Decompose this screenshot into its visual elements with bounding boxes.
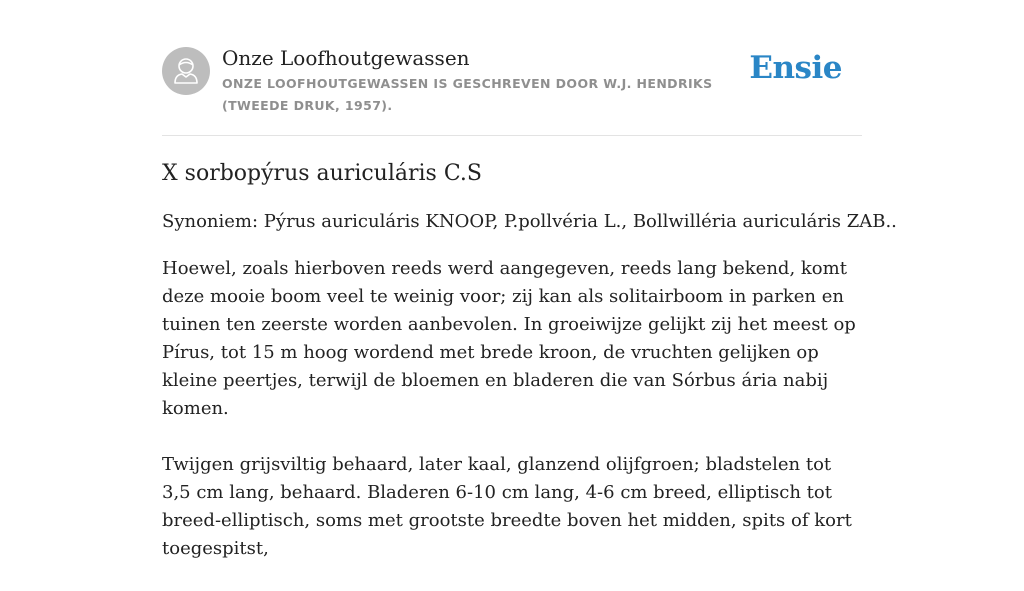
- ensie-logo[interactable]: Ensie: [749, 50, 842, 86]
- avatar[interactable]: [162, 47, 210, 95]
- entry-synonym: Synoniem: Pýrus auriculáris KNOOP, P.pollvéria L., Bollwilléria auriculáris ZAB..: [162, 211, 897, 232]
- source-title[interactable]: Onze Loofhoutgewassen: [222, 46, 470, 70]
- entry-content: [162, 158, 897, 591]
- entry-paragraph-2: Twijgen grijsviltig behaard, later kaal, glanzend olijfgroen; bladstelen tot 3,5 cm lang, behaard. Bladeren 6-10 cm lang, 4-6 cm breed, elliptisch tot breed-elliptisch, soms met grootste breedte boven het midden, spits of kort toegespitst,: [162, 454, 852, 559]
- user-icon: [162, 47, 210, 95]
- source-description: ONZE LOOFHOUTGEWASSEN IS GESCHREVEN DOOR W.J. HENDRIKS (TWEEDE DRUK, 1957).: [222, 76, 713, 113]
- entry-paragraph-1: Hoewel, zoals hierboven reeds werd aangegeven, reeds lang bekend, komt deze mooie boom veel te weinig voor; zij kan als solitairboom in parken en tuinen ten zeerste worden aanbevolen. In groeiwijze gelijkt zij het meest op Pírus, tot 15 m hoog wordend met brede kroon, de vruchten gelijken op kleine peertjes, terwijl de bloemen en bladeren die van Sórbus ária nabij komen.: [162, 258, 856, 419]
- entry-title: X sorbopýrus auriculáris C.S: [162, 161, 482, 186]
- header-text: [222, 44, 752, 117]
- source-header: [162, 44, 862, 136]
